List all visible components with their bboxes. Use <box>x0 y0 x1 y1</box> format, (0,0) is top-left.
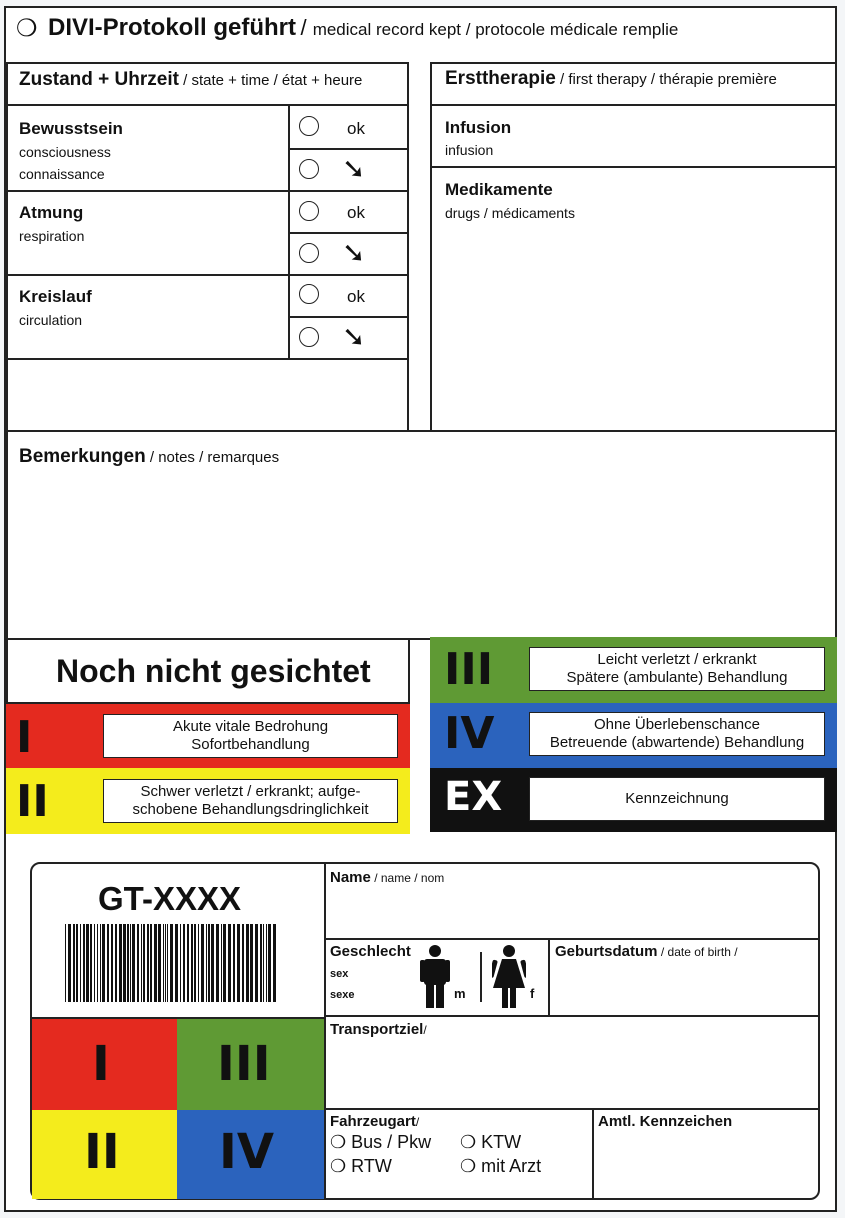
barcode-bar <box>86 924 89 1002</box>
barcode-bar <box>201 924 204 1002</box>
barcode-bar <box>187 924 189 1002</box>
vehicle-option-doctor[interactable]: ❍ mit Arzt <box>460 1156 542 1176</box>
barcode-bar <box>263 924 264 1002</box>
barcode-bar <box>167 924 168 1002</box>
name-field[interactable] <box>330 890 810 934</box>
barcode-icon <box>65 924 280 1002</box>
dob-field[interactable] <box>555 965 813 1011</box>
barcode-bar <box>208 924 210 1002</box>
drugs-sub: drugs / médicaments <box>445 205 575 221</box>
header-title: DIVI-Protokoll geführt / medical record kept / protocole médicale remplie <box>48 14 679 41</box>
barcode-bar <box>221 924 222 1002</box>
female-label: f <box>530 986 535 1001</box>
tag-square-4-label: IV <box>219 1124 275 1180</box>
barcode-bar <box>206 924 207 1002</box>
notes-field[interactable] <box>19 475 824 630</box>
barcode-bar <box>68 924 71 1002</box>
female-icon[interactable] <box>492 944 526 1010</box>
plate-field[interactable] <box>598 1135 813 1195</box>
barcode-bar <box>127 924 129 1002</box>
consciousness-sub2: connaissance <box>19 166 105 182</box>
therapy-title: Ersttherapie / first therapy / thérapie première <box>445 68 777 89</box>
barcode-bar <box>76 924 78 1002</box>
barcode-bar <box>94 924 95 1002</box>
barcode-bar <box>175 924 178 1002</box>
infusion-sub: infusion <box>445 142 494 158</box>
barcode-bar <box>237 924 240 1002</box>
drugs-field[interactable] <box>445 225 825 425</box>
barcode-bar <box>242 924 244 1002</box>
barcode-bar <box>123 924 126 1002</box>
barcode-bar <box>198 924 199 1002</box>
barcode-bar <box>158 924 161 1002</box>
consciousness-ok-radio[interactable] <box>299 116 319 136</box>
circulation-ok-label: ok <box>347 287 365 306</box>
category-4-description: Ohne Überlebenschance Betreuende (abwartende) Behandlung <box>529 712 825 756</box>
barcode-bar <box>111 924 113 1002</box>
barcode-bar <box>97 924 98 1002</box>
barcode-bar <box>147 924 149 1002</box>
vehicle-option-bus[interactable]: ❍ Bus / Pkw <box>330 1132 432 1152</box>
vehicle-label: Fahrzeugart/ <box>330 1113 420 1130</box>
barcode-bar <box>165 924 166 1002</box>
arrow-down-right-icon: ➘ <box>342 237 366 268</box>
respiration-ok-radio[interactable] <box>299 201 319 221</box>
consciousness-label: Bewusstsein <box>19 119 123 138</box>
barcode-bar <box>137 924 139 1002</box>
barcode-bar <box>250 924 253 1002</box>
barcode-bar <box>141 924 142 1002</box>
barcode-bar <box>194 924 196 1002</box>
barcode-bar <box>143 924 145 1002</box>
dob-label: Geburtsdatum / date of birth / <box>555 943 738 960</box>
category-2-roman: II <box>16 776 49 827</box>
transport-field[interactable] <box>330 1042 813 1104</box>
transport-label: Transportziel/ <box>330 1021 427 1038</box>
barcode-bar <box>65 924 66 1002</box>
barcode-bar <box>80 924 81 1002</box>
plate-label: Amtl. Kennzeichen <box>598 1113 733 1130</box>
barcode-bar <box>246 924 249 1002</box>
notes-title: Bemerkungen / notes / remarques <box>19 446 280 467</box>
category-2-description: Schwer verletzt / erkrankt; aufge- schobene Behandlungsdringlichkeit <box>103 779 398 823</box>
category-1-roman: I <box>16 712 33 763</box>
circulation-ok-radio[interactable] <box>299 284 319 304</box>
not-sighted-label: Noch nicht gesichtet <box>56 653 371 689</box>
barcode-bar <box>228 924 231 1002</box>
circulation-sub1: circulation <box>19 312 83 328</box>
divi-checkbox[interactable]: ❍ <box>16 15 38 42</box>
vehicle-option-ktw[interactable]: ❍ KTW <box>460 1132 522 1152</box>
barcode-bar <box>233 924 235 1002</box>
barcode-bar <box>130 924 131 1002</box>
barcode-bar <box>163 924 164 1002</box>
arrow-down-right-icon: ➘ <box>342 321 366 352</box>
barcode-bar <box>183 924 185 1002</box>
barcode-bar <box>90 924 92 1002</box>
barcode-bar <box>83 924 85 1002</box>
barcode-bar <box>132 924 135 1002</box>
vehicle-option-rtw[interactable]: ❍ RTW <box>330 1156 392 1176</box>
barcode-bar <box>266 924 267 1002</box>
barcode-bar <box>119 924 122 1002</box>
barcode-bar <box>102 924 105 1002</box>
category-1-description: Akute vitale Bedrohung Sofortbehandlung <box>103 714 398 758</box>
barcode-bar <box>73 924 75 1002</box>
drugs-label: Medikamente <box>445 180 553 199</box>
barcode-bar <box>255 924 258 1002</box>
barcode-bar <box>170 924 173 1002</box>
header-subtitle: medical record kept / protocole médicale remplie <box>312 20 679 39</box>
barcode-bar <box>100 924 101 1002</box>
condition-title: Zustand + Uhrzeit / state + time / état + heure <box>19 69 363 90</box>
category-ex-roman: EX <box>444 774 503 820</box>
respiration-label: Atmung <box>19 203 84 222</box>
sex-sub2: sexe <box>330 989 355 1001</box>
infusion-label: Infusion <box>445 118 512 137</box>
barcode-bar <box>150 924 152 1002</box>
respiration-worse-radio[interactable] <box>299 243 319 263</box>
barcode-bar <box>268 924 271 1002</box>
name-label: Name / name / nom <box>330 869 445 886</box>
arrow-down-right-icon: ➘ <box>342 153 366 184</box>
category-4-roman: IV <box>444 708 495 759</box>
barcode-bar <box>154 924 157 1002</box>
tag-square-1-label: I <box>92 1036 110 1092</box>
consciousness-ok-label: ok <box>347 119 365 138</box>
tag-square-3-label: III <box>217 1036 271 1092</box>
tag-square-2-label: II <box>84 1124 120 1180</box>
respiration-sub1: respiration <box>19 228 85 244</box>
sex-label: Geschlecht <box>330 943 411 960</box>
barcode-bar <box>223 924 226 1002</box>
barcode-bar <box>260 924 262 1002</box>
category-3-roman: III <box>444 644 494 695</box>
circulation-worse-radio[interactable] <box>299 327 319 347</box>
barcode-bar <box>211 924 214 1002</box>
barcode-bar <box>107 924 109 1002</box>
consciousness-sub1: consciousness <box>19 144 111 160</box>
barcode-bar <box>273 924 276 1002</box>
barcode-bar <box>216 924 219 1002</box>
respiration-ok-label: ok <box>347 203 365 222</box>
barcode-bar <box>191 924 193 1002</box>
category-ex-description: Kennzeichnung <box>529 777 825 821</box>
tag-id: GT-XXXX <box>98 880 242 917</box>
sex-sub1: sex <box>330 968 349 980</box>
category-3-description: Leicht verletzt / erkrankt Spätere (ambulante) Behandlung <box>529 647 825 691</box>
barcode-bar <box>115 924 117 1002</box>
circulation-label: Kreislauf <box>19 287 92 306</box>
barcode-bar <box>180 924 181 1002</box>
male-icon[interactable] <box>418 944 452 1010</box>
male-label: m <box>454 986 466 1001</box>
consciousness-worse-radio[interactable] <box>299 159 319 179</box>
